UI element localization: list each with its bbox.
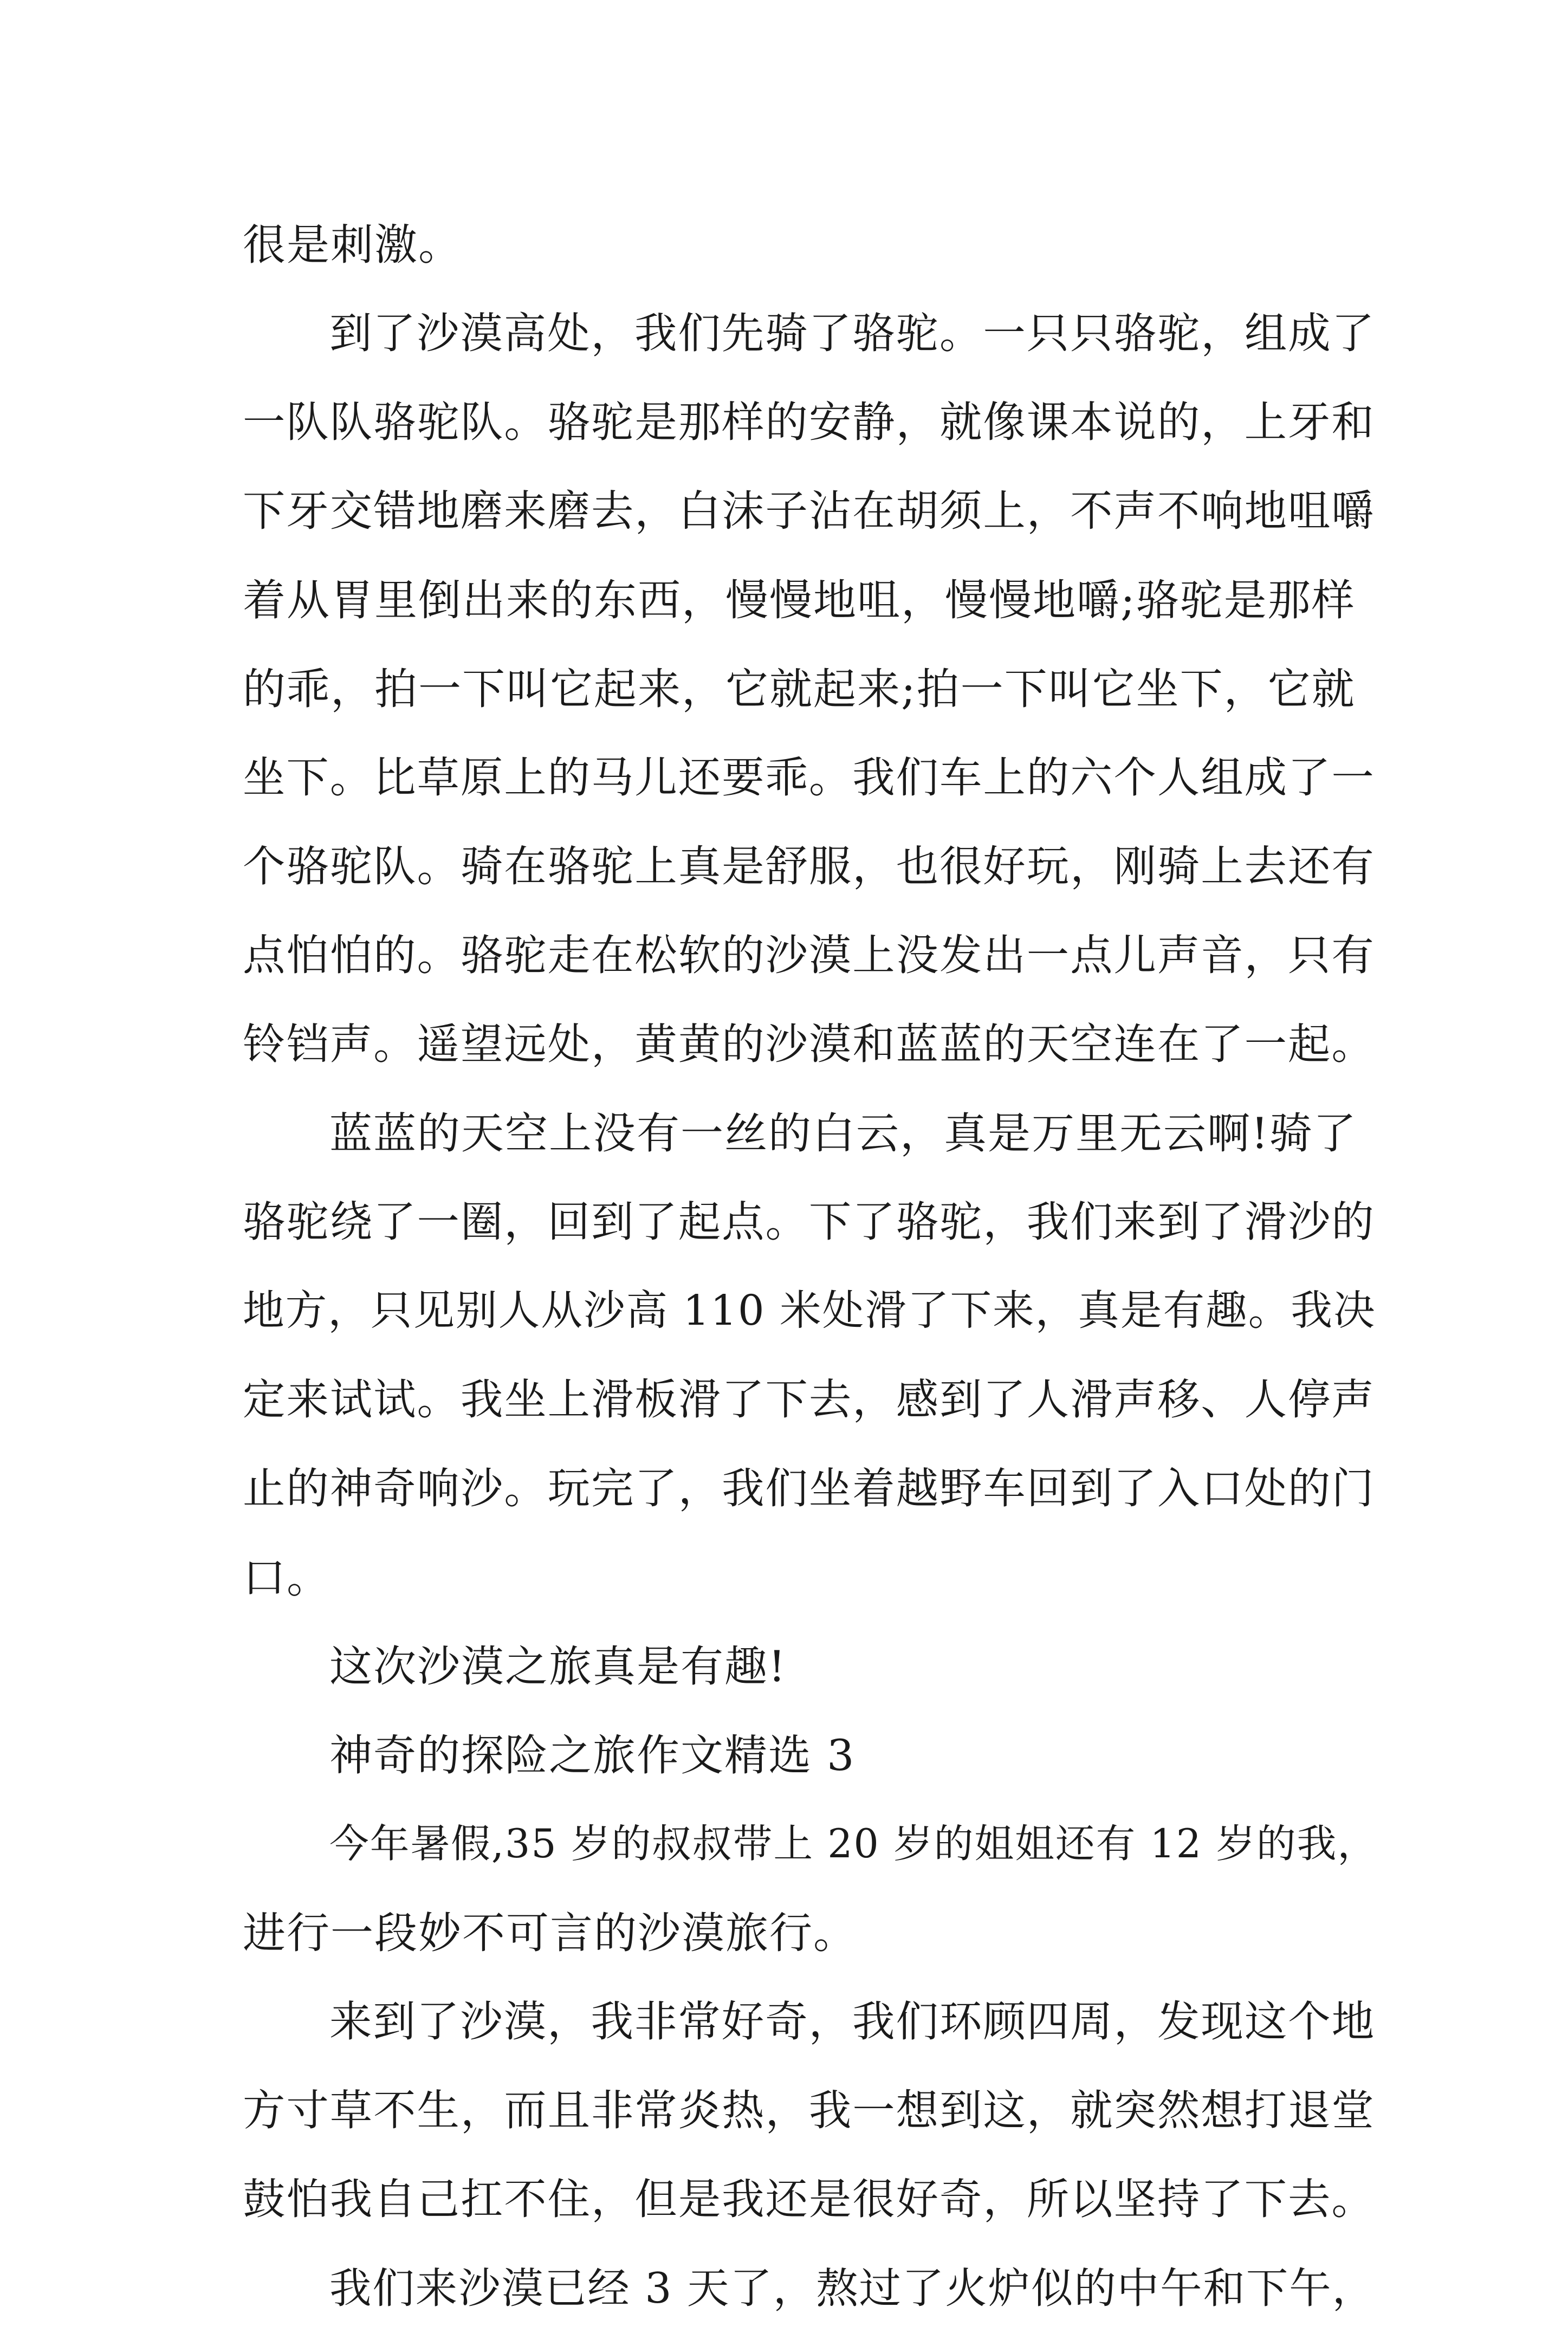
text-line-15: 止的神奇响沙。玩完了，我们坐着越野车回到了入口处的门 xyxy=(243,1464,1375,1513)
text-line-9: 点怕怕的。骆驼走在松软的沙漠上没发出一点儿声音，只有 xyxy=(243,931,1375,980)
text-line-12: 骆驼绕了一圈，回到了起点。下了骆驼，我们来到了滑沙的 xyxy=(243,1197,1375,1247)
text-line-7: 坐下。比草原上的马儿还要乖。我们车上的六个人组成了一 xyxy=(243,753,1375,802)
text-line-14: 定来试试。我坐上滑板滑了下去，感到了人滑声移、人停声 xyxy=(243,1375,1375,1424)
section-heading: 神奇的探险之旅作文精选 3 xyxy=(329,1731,856,1780)
text-line-22: 方寸草不生，而且非常炎热，我一想到这，就突然想打退堂 xyxy=(243,2086,1375,2135)
document-body xyxy=(243,200,1378,2333)
text-line-4: 下牙交错地磨来磨去，白沫子沾在胡须上，不声不响地咀嚼 xyxy=(243,487,1375,536)
text-line-10: 铃铛声。遥望远处，黄黄的沙漠和蓝蓝的天空连在了一起。 xyxy=(243,1020,1375,1069)
text-line-5: 着从胃里倒出来的东西，慢慢地咀，慢慢地嚼;骆驼是那样 xyxy=(243,575,1356,625)
text-line-11: 蓝蓝的天空上没有一丝的白云，真是万里无云啊!骑了 xyxy=(329,1109,1357,1158)
text-line-8: 个骆驼队。骑在骆驼上真是舒服，也很好玩，刚骑上去还有 xyxy=(243,842,1375,891)
text-line-3: 一队队骆驼队。骆驼是那样的安静，就像课本说的，上牙和 xyxy=(243,398,1375,447)
text-line-6: 的乖，拍一下叫它起来，它就起来;拍一下叫它坐下，它就 xyxy=(243,664,1356,714)
text-line-13: 地方，只见别人从沙高 110 米处滑了下来，真是有趣。我决 xyxy=(243,1287,1376,1335)
text-line-1: 很是刺激。 xyxy=(243,220,462,270)
text-line-19: 今年暑假,35 岁的叔叔带上 20 岁的姐姐还有 12 岁的我， xyxy=(329,1821,1378,1867)
text-line-24: 我们来沙漠已经 3 天了，熬过了火炉似的中午和下午， xyxy=(329,2264,1376,2313)
text-line-23: 鼓怕我自己扛不住，但是我还是很好奇，所以坚持了下去。 xyxy=(243,2175,1375,2224)
text-line-17: 这次沙漠之旅真是有趣! xyxy=(329,1642,787,1692)
text-line-16: 口。 xyxy=(243,1553,331,1603)
text-line-2: 到了沙漠高处，我们先骑了骆驼。一只只骆驼，组成了 xyxy=(329,309,1376,358)
text-line-21: 来到了沙漠，我非常好奇，我们环顾四周，发现这个地 xyxy=(329,1997,1376,2046)
text-line-20: 进行一段妙不可言的沙漠旅行。 xyxy=(243,1908,857,1958)
